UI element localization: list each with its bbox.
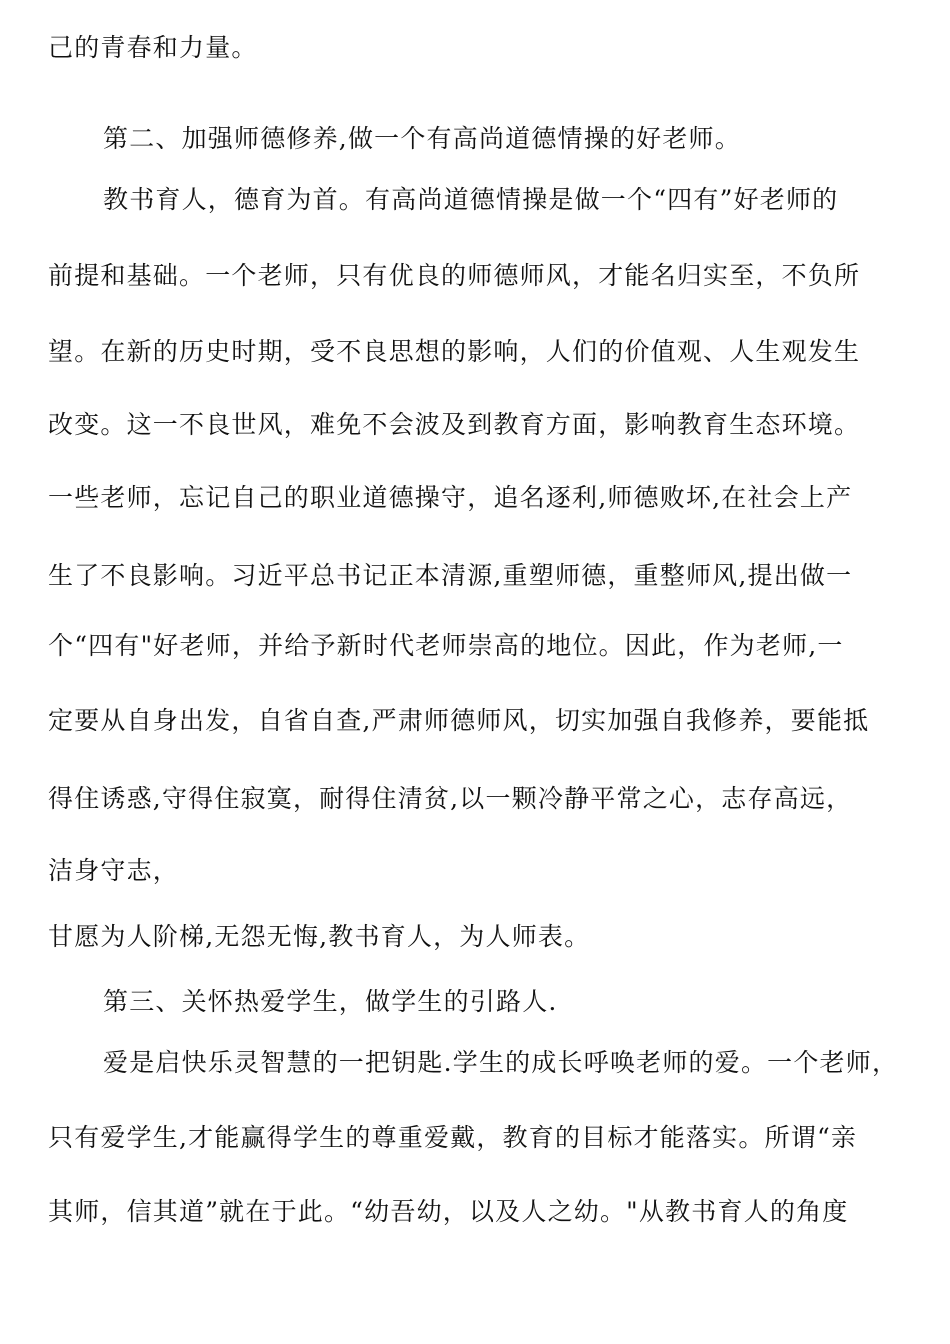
paragraph-line: 洁身守志， [48,856,180,885]
paragraph-line: 教书育人，德育为首。有高尚道德情操是做一个“四有”好老师的 [103,185,839,214]
paragraph-line: 生了不良影响。习近平总书记正本清源,重塑师德，重整师风,提出做一 [48,561,853,590]
paragraph-line: 爱是启快乐灵智慧的一把钥匙.学生的成长呼唤老师的爱。一个老师， [103,1048,899,1077]
paragraph-line: 得住诱惑,守得住寂寞，耐得住清贫,以一颗冷静平常之心，志存高远， [48,784,853,813]
paragraph-line: 个“四有"好老师，并给予新时代老师崇高的地位。因此，作为老师,一 [48,631,844,660]
paragraph-line: 其师，信其道”就在于此。“幼吾幼，以及人之幼。"从教书育人的角度 [48,1197,849,1226]
paragraph-line: 一些老师，忘记自己的职业道德操守，追名逐利,师德败坏,在社会上产 [48,483,853,512]
paragraph-line: 甘愿为人阶梯,无怨无悔,教书育人，为人师表。 [48,922,591,951]
text-line: 己的青春和力量。 [48,33,258,62]
section-heading: 第三、关怀热爱学生，做学生的引路人. [103,987,558,1016]
paragraph-line: 望。在新的历史时期，受不良思想的影响，人们的价值观、人生观发生 [48,337,861,366]
section-heading: 第二、加强师德修养,做一个有高尚道德情操的好老师。 [103,124,741,153]
paragraph-line: 改变。这一不良世风，难免不会波及到教育方面，影响教育生态环境。 [48,410,861,439]
paragraph-line: 只有爱学生,才能赢得学生的尊重爱戴，教育的目标才能落实。所谓“亲 [48,1123,858,1152]
paragraph-line: 定要从自身出发，自省自查,严肃师德师风，切实加强自我修养，要能抵 [48,706,870,735]
paragraph-line: 前提和基础。一个老师，只有优良的师德师风，才能名归实至，不负所 [48,261,861,290]
